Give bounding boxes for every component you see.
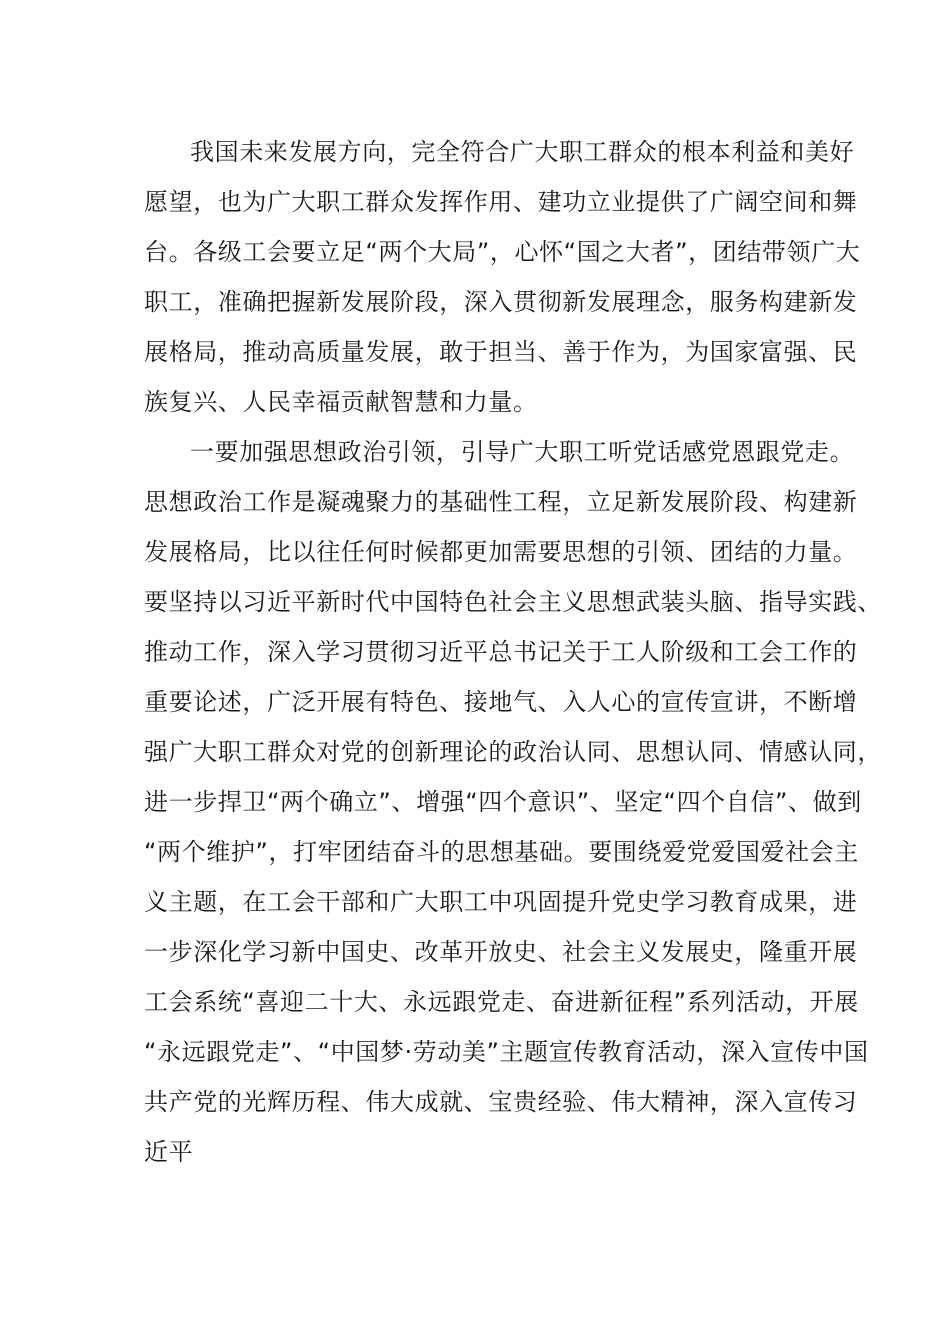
paragraph-1-line-6: 族复兴、人民幸福贡献智慧和力量。 xyxy=(144,388,538,416)
paragraph-1-line-3: 台。各级工会要立足“两个大局”，心怀“国之大者”，团结带领广大 xyxy=(144,238,861,266)
paragraph-1-line-4: 职工，准确把握新发展阶段，深入贯彻新发展理念，服务构建新发 xyxy=(144,288,858,316)
paragraph-1-line-5: 展格局，推动高质量发展，敢于担当、善于作为，为国家富强、民 xyxy=(144,338,858,366)
paragraph-2-line-7: 强广大职工群众对党的创新理论的政治认同、思想认同、情感认同， xyxy=(144,738,882,766)
paragraph-1-line-2: 愿望，也为广大职工群众发挥作用、建功立业提供了广阔空间和舞 xyxy=(144,188,858,216)
paragraph-2-line-13: “永远跟党走”、“中国梦·劳动美”主题宣传教育活动，深入宣传中国 xyxy=(144,1038,869,1066)
paragraph-2-line-11: 一步深化学习新中国史、改革开放史、社会主义发展史，隆重开展 xyxy=(144,938,858,966)
paragraph-1-line-1: 我国未来发展方向，完全符合广大职工群众的根本利益和美好 xyxy=(190,138,855,166)
paragraph-2-line-4: 要坚持以习近平新时代中国特色社会主义思想武装头脑、指导实践、 xyxy=(144,588,882,616)
paragraph-2-line-10: 义主题，在工会干部和广大职工中巩固提升党史学习教育成果，进 xyxy=(144,888,858,916)
paragraph-2-line-3: 发展格局，比以往任何时候都更加需要思想的引领、团结的力量。 xyxy=(144,538,858,566)
paragraph-2-line-14: 共产党的光辉历程、伟大成就、宝贵经验、伟大精神，深入宣传习 xyxy=(144,1088,858,1116)
paragraph-2-line-6: 重要论述，广泛开展有特色、接地气、入人心的宣传宣讲，不断增 xyxy=(144,688,858,716)
paragraph-2-line-15: 近平 xyxy=(144,1138,194,1166)
document-body xyxy=(144,127,882,1177)
paragraph-2-line-9: “两个维护”，打牢团结奋斗的思想基础。要围绕爱党爱国爱社会主 xyxy=(144,838,859,866)
paragraph-2-line-1: 一要加强思想政治引领，引导广大职工听党话感党恩跟党走。 xyxy=(190,438,855,466)
paragraph-2-line-12: 工会系统“喜迎二十大、永远跟党走、奋进新征程”系列活动，开展 xyxy=(144,988,859,1016)
paragraph-2-line-8: 进一步捍卫“两个确立”、增强“四个意识”、坚定“四个自信”、做到 xyxy=(144,788,862,816)
paragraph-2-line-5: 推动工作，深入学习贯彻习近平总书记关于工人阶级和工会工作的 xyxy=(144,638,858,666)
paragraph-2-line-2: 思想政治工作是凝魂聚力的基础性工程，立足新发展阶段、构建新 xyxy=(144,488,858,516)
